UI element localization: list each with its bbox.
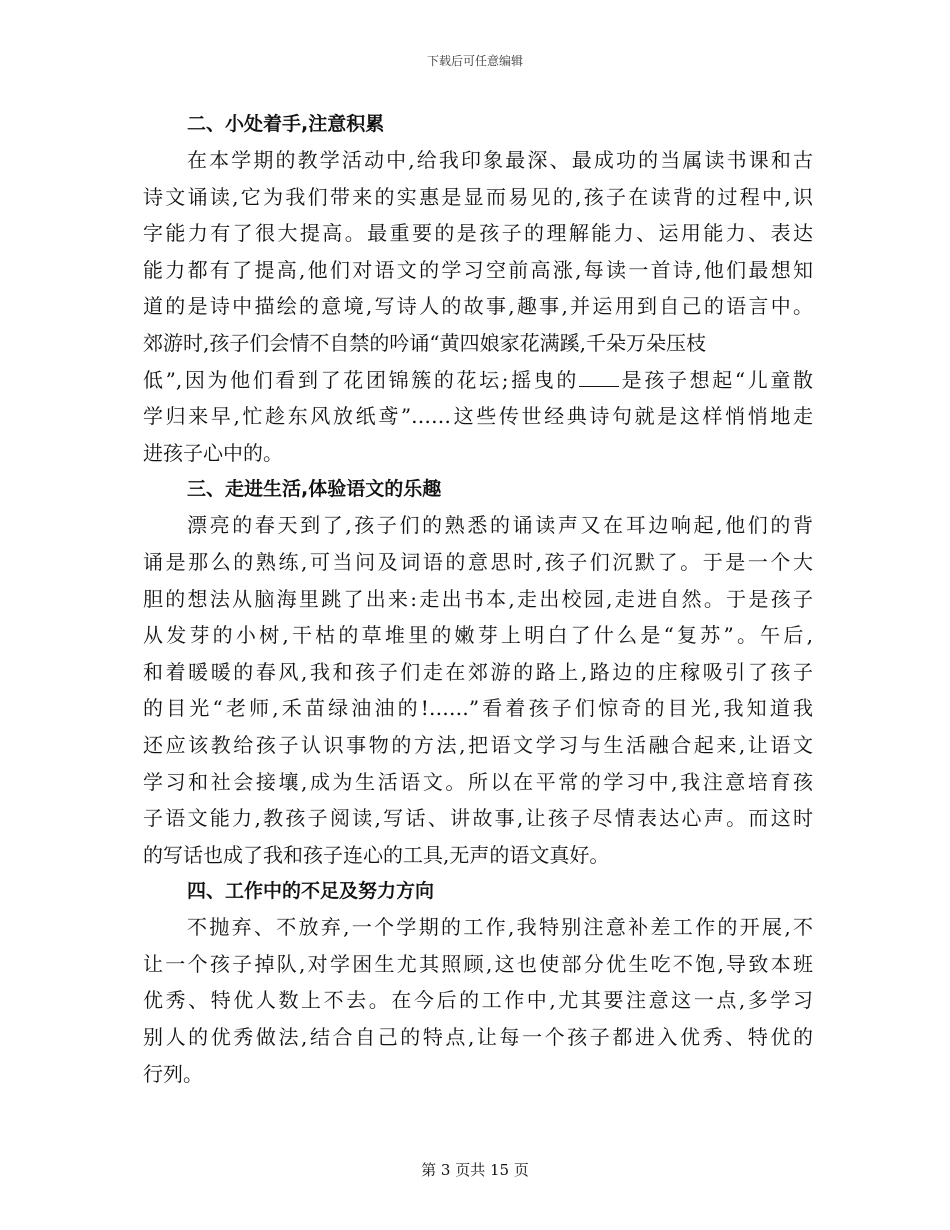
text-line: 能力都有了提高,他们对语文的学习空前高涨,每读一首诗,他们最想知: [143, 257, 813, 282]
text-line: 字能力有了很大提高。最重要的是孩子的理解能力、运用能力、表达: [143, 221, 813, 246]
section-heading: 三、走进生活,体验语文的乐趣: [187, 478, 442, 501]
text-line: 胆的想法从脑海里跳了出来:走出书本,走出校园,走进自然。于是孩子: [143, 586, 813, 611]
text-line: 和着暖暖的春风,我和孩子们走在郊游的路上,路边的庄稼吸引了孩子: [143, 659, 813, 684]
text-line: 进孩子心中的。: [143, 440, 283, 465]
section-paragraph: [143, 142, 813, 471]
text-line: 优秀、特优人数上不去。在今后的工作中,尤其要注意这一点,多学习: [143, 988, 813, 1013]
section-paragraph: [143, 507, 813, 873]
text-segment: 是孩子想起“儿童散: [619, 367, 813, 392]
section-heading: 四、工作中的不足及努力方向: [187, 880, 435, 903]
text-segment: 低”,因为他们看到了花团锦簇的花坛;摇曳的: [143, 367, 580, 392]
header-note: 下载后可任意编辑: [426, 54, 523, 68]
text-line: 学归来早,忙趁东风放纸鸢”……这些传世经典诗句就是这样悄悄地走: [143, 404, 813, 429]
text-line: 在本学期的教学活动中,给我印象最深、最成功的当属读书课和古: [187, 148, 813, 172]
text-line: 漂亮的春天到了,孩子们的熟悉的诵读声又在耳边响起,他们的背: [187, 513, 813, 538]
section-heading: 二、小处着手,注意积累: [187, 113, 385, 135]
text-line: 学习和社会接壤,成为生活语文。所以在平常的学习中,我注意培育孩: [143, 769, 813, 794]
text-line-with-blank: [143, 362, 813, 399]
text-line: 从发芽的小树,干枯的草堆里的嫩芽上明白了什么是“复苏”。午后,: [143, 623, 813, 648]
text-line: 行列。: [143, 1061, 203, 1086]
text-line: 让一个孩子掉队,对学困生尤其照顾,这也使部分优生吃不饱,导致本班: [143, 951, 813, 976]
document-body: [143, 106, 813, 1092]
section-paragraph: [143, 909, 813, 1092]
text-line: 郊游时,孩子们会情不自禁的吟诵“黄四娘家花满蹊,千朵万朵压枝: [143, 330, 706, 355]
text-line: 还应该教给孩子认识事物的方法,把语文学习与生活融合起来,让语文: [143, 732, 813, 757]
text-line: 别人的优秀做法,结合自己的特点,让每一个孩子都进入优秀、特优的: [143, 1025, 813, 1050]
text-line: 的写话也成了我和孩子连心的工具,无声的语文真好。: [143, 842, 610, 867]
text-line: 诗文诵读,它为我们带来的实惠是显而易见的,孩子在读背的过程中,识: [143, 184, 813, 209]
text-line: 诵是那么的熟练,可当问及词语的意思时,孩子们沉默了。于是一个大: [143, 549, 813, 574]
text-line: 不抛弃、不放弃,一个学期的工作,我特别注意补差工作的开展,不: [187, 915, 813, 940]
text-line: 道的是诗中描绘的意境,写诗人的故事,趣事,并运用到自己的语言中。: [143, 294, 813, 319]
page-number: 第 3 页共 15 页: [421, 1161, 529, 1179]
text-line: 子语文能力,教孩子阅读,写话、讲故事,让孩子尽情表达心声。而这时: [143, 806, 813, 831]
text-line: 的目光“老师,禾苗绿油油的!……”看着孩子们惊奇的目光,我知道我: [143, 696, 813, 721]
fill-in-blank: [579, 368, 619, 387]
